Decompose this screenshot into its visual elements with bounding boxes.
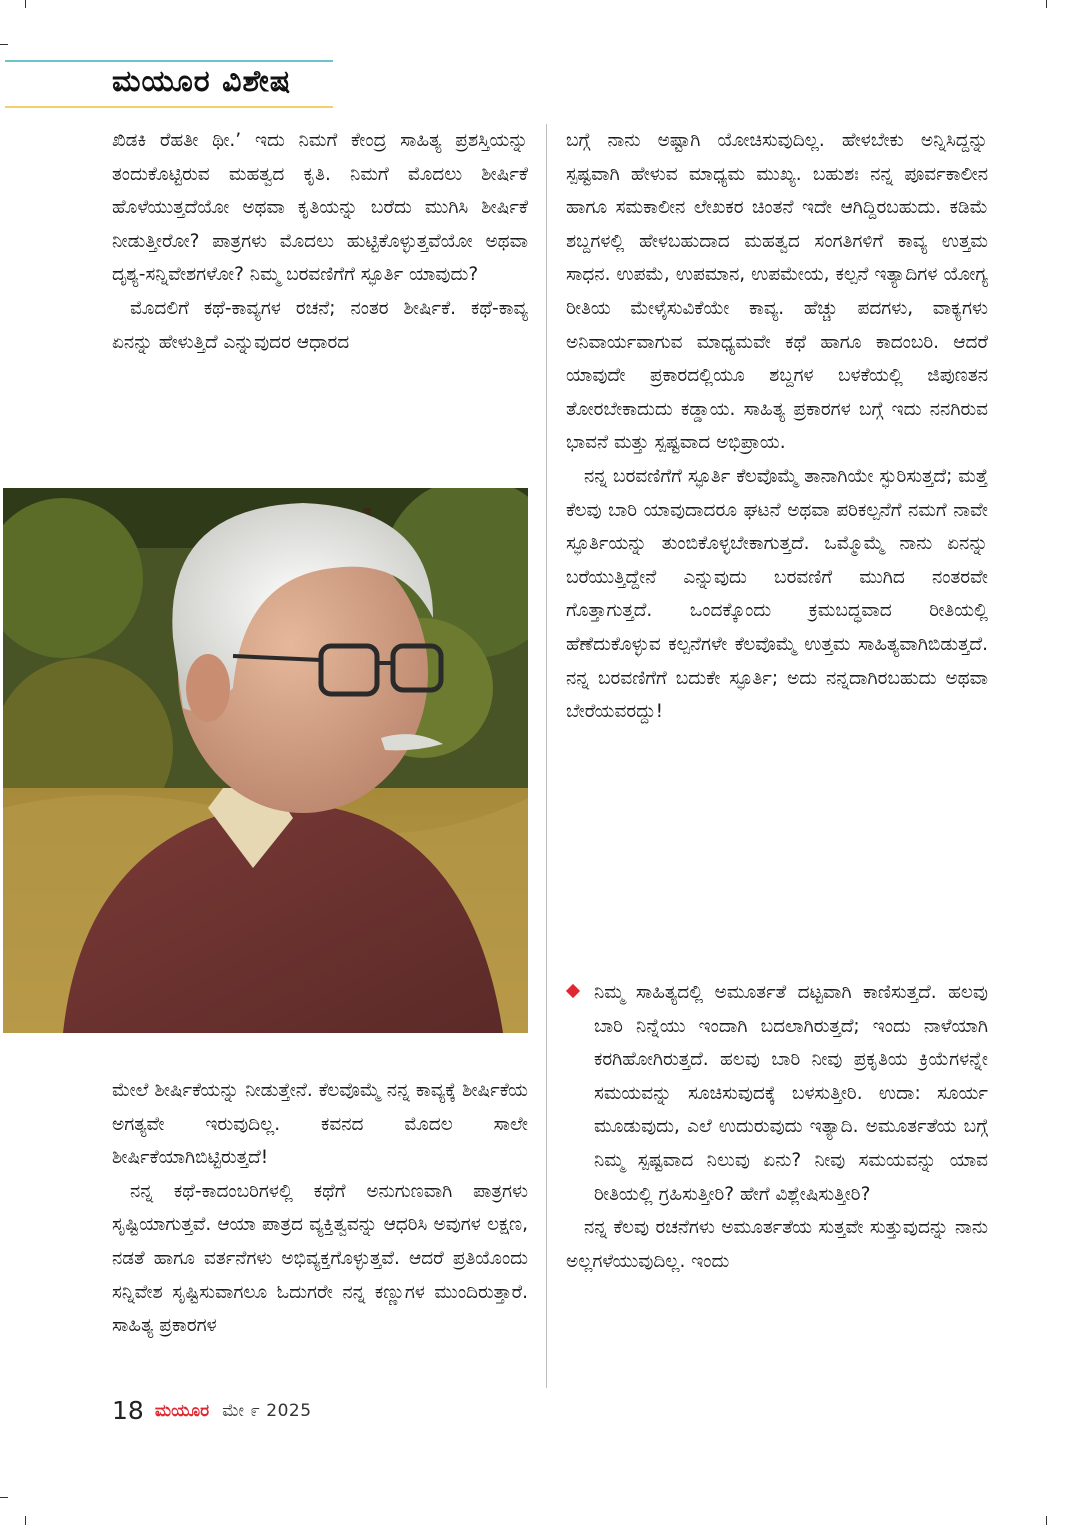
paragraph: ನನ್ನ ಬರವಣಿಗೆಗೆ ಸ್ಫೂರ್ತಿ ಕೆಲವೊಮ್ಮೆ ತಾನಾಗಿಯೇ ಸ್ಫುರಿಸುತ್ತದೆ; ಮತ್ತೆ ಕೆಲವು ಬಾರಿ ಯಾವುದಾದರೂ ಘಟನೆ ಅಥವಾ ಪರಿಕಲ್ಪನೆಗೆ ನಮಗೆ ನಾವೇ ಸ್ಫೂರ್ತಿಯನ್ನು ತುಂಬಿಕೊಳ್ಳಬೇಕಾಗುತ್ತದೆ. ಒಮ್ಮೊಮ್ಮೆ ನಾನು ಏನನ್ನು ಬರೆಯುತ್ತಿದ್ದೇನೆ ಎನ್ನುವುದು ಬರವಣಿಗೆ ಮುಗಿದ ನಂತರವೇ ಗೊತ್ತಾಗುತ್ತದೆ. ಒಂದಕ್ಕೊಂದು ಕ್ರಮಬದ್ಧವಾದ ರೀತಿಯಲ್ಲಿ ಹೆಣೆದುಕೊಳ್ಳುವ ಕಲ್ಪನೆಗಳೇ ಕೆಲವೊಮ್ಮೆ ಉತ್ತಮ ಸಾಹಿತ್ಯವಾಗಿಬಿಡುತ್ತದೆ. ನನ್ನ ಬರವಣಿಗೆಗೆ ಬದುಕೇ ಸ್ಫೂರ್ತಿ; ಅದು ನನ್ನದಾಗಿರಬಹುದು ಅಥವಾ ಬೇರೆಯವರದ್ದು! [566, 465, 988, 723]
diamond-bullet-icon [566, 984, 580, 998]
paragraph: ಮೇಲೆ ಶೀರ್ಷಿಕೆಯನ್ನು ನೀಡುತ್ತೇನೆ. ಕೆಲವೊಮ್ಮೆ ನನ್ನ ಕಾವ್ಯಕ್ಕೆ ಶೀರ್ಷಿಕೆಯ ಅಗತ್ಯವೇ ಇರುವುದಿಲ್ಲ. ಕವನದ ಮೊದಲ ಸಾಲೇ ಶೀರ್ಷಿಕೆಯಾಗಿಬಿಟ್ಟಿರುತ್ತದೆ! [112, 1080, 528, 1169]
paragraph: ನನ್ನ ಕಥೆ-ಕಾದಂಬರಿಗಳಲ್ಲಿ ಕಥೆಗೆ ಅನುಗುಣವಾಗಿ ಪಾತ್ರಗಳು ಸೃಷ್ಟಿಯಾಗುತ್ತವೆ. ಆಯಾ ಪಾತ್ರದ ವ್ಯಕ್ತಿತ್ವವನ್ನು ಆಧರಿಸಿ ಅವುಗಳ ಲಕ್ಷಣ, ನಡತೆ ಹಾಗೂ ವರ್ತನೆಗಳು ಅಭಿವ್ಯಕ್ತಗೊಳ್ಳುತ್ತವೆ. ಆದರೆ ಪ್ರತಿಯೊಂದು ಸನ್ನಿವೇಶ ಸೃಷ್ಟಿಸುವಾಗಲೂ ಓದುಗರೇ ನನ್ನ ಕಣ್ಣುಗಳ ಮುಂದಿರುತ್ತಾರೆ. ಸಾಹಿತ್ಯ ಪ್ರಕಾರಗಳ [112, 1180, 528, 1337]
crop-mark [0, 1497, 8, 1498]
magazine-name: ಮಯೂರ [154, 1400, 210, 1421]
paragraph: ಖಿಡಕಿ ರೆಹತೀ ಥೀ.’ ಇದು ನಿಮಗೆ ಕೇಂದ್ರ ಸಾಹಿತ್ಯ ಪ್ರಶಸ್ತಿಯನ್ನು ತಂದುಕೊಟ್ಟಿರುವ ಮಹತ್ವದ ಕೃತಿ. ನಿಮಗೆ ಮೊದಲು ಶೀರ್ಷಿಕೆ ಹೊಳೆಯುತ್ತದೆಯೋ ಅಥವಾ ಕೃತಿಯನ್ನು ಬರೆದು ಮುಗಿಸಿ ಶೀರ್ಷಿಕೆ ನೀಡುತ್ತೀರೋ? ಪಾತ್ರಗಳು ಮೊದಲು ಹುಟ್ಟಿಕೊಳ್ಳುತ್ತವೆಯೋ ಅಥವಾ ದೃಶ್ಯ-ಸನ್ನಿವೇಶಗಳೋ? ನಿಮ್ಮ ಬರವಣಿಗೆಗೆ ಸ್ಫೂರ್ತಿ ಯಾವುದು? [112, 130, 528, 286]
column-2-question-block [566, 976, 988, 1278]
issue-date: ಮೇ ೯ 2025 [222, 1400, 312, 1421]
column-1-top [112, 124, 528, 359]
column-divider [546, 124, 547, 1388]
header-rule-bottom [5, 106, 333, 108]
column-2 [566, 124, 988, 729]
page-number: 18 [112, 1396, 144, 1425]
header-rule-top [5, 60, 333, 62]
question-text: ನಿಮ್ಮ ಸಾಹಿತ್ಯದಲ್ಲಿ ಅಮೂರ್ತತೆ ದಟ್ಟವಾಗಿ ಕಾಣಿಸುತ್ತದೆ. ಹಲವು ಬಾರಿ ನಿನ್ನೆಯು ಇಂದಾಗಿ ಬದಲಾಗಿರುತ್ತದೆ; ಇಂದು ನಾಳೆಯಾಗಿ ಕರಗಿಹೋಗಿರುತ್ತದೆ. ಹಲವು ಬಾರಿ ನೀವು ಪ್ರಕೃತಿಯ ಕ್ರಿಯೆಗಳನ್ನೇ ಸಮಯವನ್ನು ಸೂಚಿಸುವುದಕ್ಕೆ ಬಳಸುತ್ತೀರಿ. ಉದಾ: ಸೂರ್ಯ ಮೂಡುವುದು, ಎಲೆ ಉದುರುವುದು ಇತ್ಯಾದಿ. ಅಮೂರ್ತತೆಯ ಬಗ್ಗೆ ನಿಮ್ಮ ಸ್ಪಷ್ಟವಾದ ನಿಲುವು ಏನು? ನೀವು ಸಮಯವನ್ನು ಯಾವ ರೀತಿಯಲ್ಲಿ ಗ್ರಹಿಸುತ್ತೀರಿ? ಹೇಗೆ ವಿಶ್ಲೇಷಿಸುತ್ತೀರಿ? [594, 982, 988, 1205]
portrait-illustration [3, 488, 528, 1033]
crop-mark [25, 0, 26, 8]
interview-question [566, 976, 988, 1211]
crop-mark [1046, 1516, 1047, 1525]
crop-mark [0, 44, 8, 45]
page-footer [112, 1396, 312, 1425]
paragraph: ನನ್ನ ಕೆಲವು ರಚನೆಗಳು ಅಮೂರ್ತತೆಯ ಸುತ್ತವೇ ಸುತ್ತುವುದನ್ನು ನಾನು ಅಲ್ಲಗಳೆಯುವುದಿಲ್ಲ. ಇಂದು [566, 1217, 988, 1272]
paragraph: ಮೊದಲಿಗೆ ಕಥೆ-ಕಾವ್ಯಗಳ ರಚನೆ; ನಂತರ ಶೀರ್ಷಿಕೆ. ಕಥೆ-ಕಾವ್ಯ ಏನನ್ನು ಹೇಳುತ್ತಿದೆ ಎನ್ನುವುದರ ಆಧಾರದ [112, 297, 528, 353]
crop-mark [1046, 0, 1047, 8]
paragraph: ಬಗ್ಗೆ ನಾನು ಅಷ್ಟಾಗಿ ಯೋಚಿಸುವುದಿಲ್ಲ. ಹೇಳಬೇಕು ಅನ್ನಿಸಿದ್ದನ್ನು ಸ್ಪಷ್ಟವಾಗಿ ಹೇಳುವ ಮಾಧ್ಯಮ ಮುಖ್ಯ. ಬಹುಶಃ ನನ್ನ ಪೂರ್ವಕಾಲೀನ ಹಾಗೂ ಸಮಕಾಲೀನ ಲೇಖಕರ ಚಿಂತನೆ ಇದೇ ಆಗಿದ್ದಿರಬಹುದು. ಕಡಿಮೆ ಶಬ್ದಗಳಲ್ಲಿ ಹೇಳಬಹುದಾದ ಮಹತ್ವದ ಸಂಗತಿಗಳಿಗೆ ಕಾವ್ಯ ಉತ್ತಮ ಸಾಧನ. ಉಪಮೆ, ಉಪಮಾನ, ಉಪಮೇಯ, ಕಲ್ಪನೆ ಇತ್ಯಾದಿಗಳ ಯೋಗ್ಯ ರೀತಿಯ ಮೇಳೈಸುವಿಕೆಯೇ ಕಾವ್ಯ. ಹೆಚ್ಚು ಪದಗಳು, ವಾಕ್ಯಗಳು ಅನಿವಾರ್ಯವಾಗುವ ಮಾಧ್ಯಮವೇ ಕಥೆ ಹಾಗೂ ಕಾದಂಬರಿ. ಆದರೆ ಯಾವುದೇ ಪ್ರಕಾರದಲ್ಲಿಯೂ ಶಬ್ದಗಳ ಬಳಕೆಯಲ್ಲಿ ಜಿಪುಣತನ ತೋರಬೇಕಾದುದು ಕಡ್ಡಾಯ. ಸಾಹಿತ್ಯ ಪ್ರಕಾರಗಳ ಬಗ್ಗೆ ಇದು ನನಗಿರುವ ಭಾವನೆ ಮತ್ತು ಸ್ಪಷ್ಟವಾದ ಅಭಿಪ್ರಾಯ. [566, 130, 988, 454]
section-title: ಮಯೂರ ವಿಶೇಷ [112, 64, 292, 99]
crop-mark [25, 1516, 26, 1525]
author-portrait-photo [3, 488, 528, 1033]
column-1-bottom [112, 1074, 528, 1343]
